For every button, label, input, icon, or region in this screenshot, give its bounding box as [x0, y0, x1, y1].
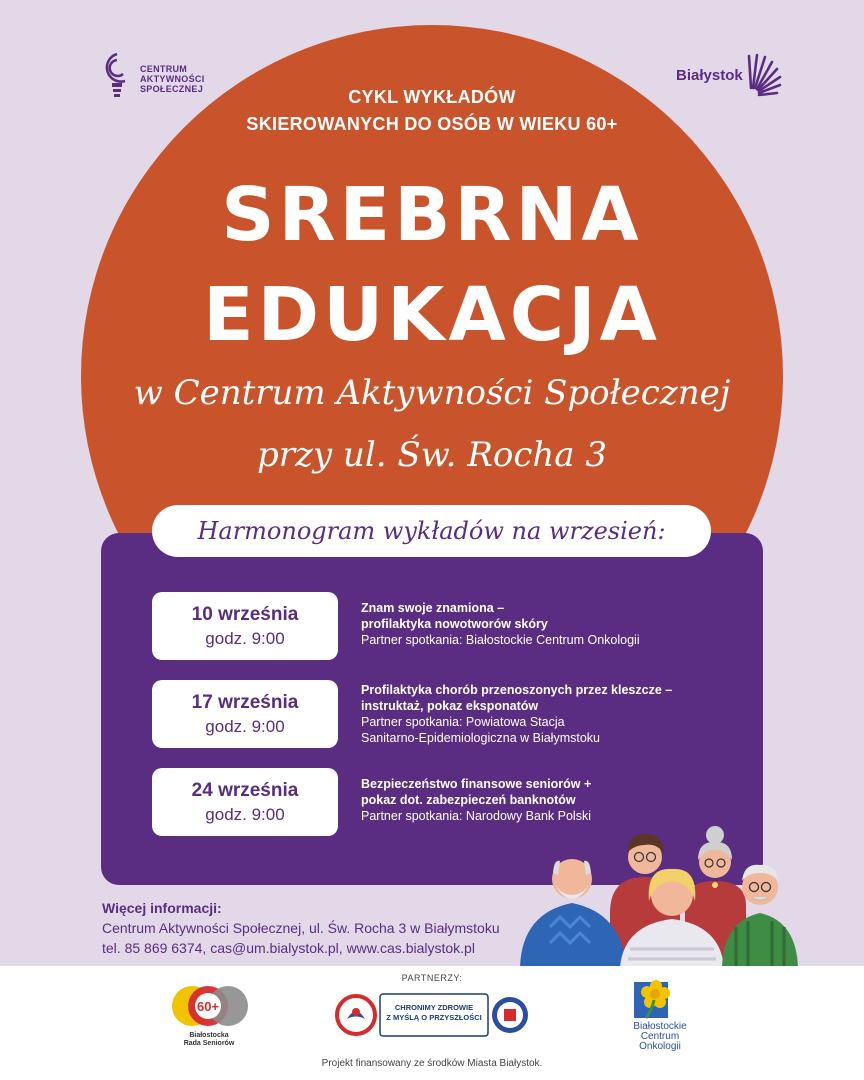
date-box-2 — [152, 680, 338, 748]
lecture-description-2 — [361, 682, 741, 746]
lecture-time: godz. 9:00 — [205, 629, 285, 648]
bco-line1: Białostockie — [633, 1021, 687, 1032]
lecture-date: 24 września — [191, 780, 299, 801]
bco-line2: Centrum — [640, 1031, 680, 1042]
contact-info-title: Więcej informacji: — [102, 900, 222, 916]
title-line1: SREBRNA — [221, 172, 643, 258]
poster-title — [0, 165, 864, 365]
cas-logo-line1: CENTRUM — [140, 64, 188, 74]
lecture-date: 17 września — [191, 692, 299, 713]
contact-info — [102, 898, 500, 958]
lecture-partner-line1: Partner spotkania: Narodowy Bank Polski — [361, 809, 591, 823]
lecture-title-line1: Profilaktyka chorób przenoszonych przez kleszcze – — [361, 683, 673, 697]
cas-logo-line2: AKTYWNOŚCI — [140, 74, 205, 84]
lecture-title-line1: Bezpieczeństwo finansowe seniorów + — [361, 777, 592, 791]
bialystok-logo-text: Białystok — [676, 66, 743, 84]
lecture-title-line2: instruktaż, pokaz eksponatów — [361, 699, 539, 713]
partners-label: PARTNERZY: — [401, 973, 463, 983]
seniors-illustration — [510, 815, 840, 967]
lecture-title-line1: Znam swoje znamiona – — [361, 601, 505, 615]
partners-footer — [0, 966, 864, 1080]
date-box-1 — [152, 592, 338, 660]
rada-badge-text: 60+ — [196, 999, 220, 1014]
venue-line1: w Centrum Aktywności Społecznej — [133, 373, 731, 413]
contact-phone-email: tel. 85 869 6374, cas@um.bialystok.pl, www.cas.bialystok.pl — [102, 940, 475, 956]
lecture-partner-line1: Partner spotkania: Białostockie Centrum Onkologii — [361, 633, 640, 647]
schedule-heading — [152, 505, 711, 557]
lecture-series-subtitle — [0, 84, 864, 138]
contact-address: Centrum Aktywności Społecznej, ul. Św. Rocha 3 w Białymstoku — [102, 920, 500, 936]
subtitle-line1: CYKL WYKŁADÓW — [348, 87, 516, 107]
rada-seniorow-icon — [168, 982, 258, 1030]
rada-seniorow-logo — [168, 982, 258, 1046]
schedule-heading-text: Harmonogram wykładów na wrzesień: — [197, 517, 666, 545]
rada-line1: Białostocka — [189, 1032, 229, 1039]
subtitle-line2: SKIEROWANYCH DO OSÓB W WIEKU 60+ — [246, 114, 618, 134]
lecture-partner-line2: Sanitarno-Epidemiologiczna w Białymstoku — [361, 731, 601, 745]
date-box-3 — [152, 768, 338, 836]
bco-line3: Onkologii — [639, 1041, 681, 1052]
lecture-time: godz. 9:00 — [205, 717, 285, 736]
venue-text — [0, 362, 864, 486]
venue-line2: przy ul. Św. Rocha 3 — [256, 435, 608, 475]
lecture-date: 10 września — [191, 604, 299, 625]
lecture-title-line2: profilaktyka nowotworów skóry — [361, 617, 548, 631]
chronimy-line1: CHRONIMY ZDROWIE — [394, 1003, 474, 1012]
rada-line2: Rada Seniorów — [183, 1040, 235, 1047]
lecture-description-1 — [361, 600, 741, 648]
chronimy-zdrowie-logo — [334, 990, 530, 1040]
cas-logo-line3: SPOŁECZNEJ — [140, 84, 204, 94]
lecture-partner-line1: Partner spotkania: Powiatowa Stacja — [361, 715, 565, 729]
chronimy-line2: Z MYŚLĄ O PRZYSZŁOŚCI — [386, 1013, 482, 1022]
bco-logo — [618, 976, 702, 1056]
daffodil-icon — [618, 976, 702, 1022]
lecture-title-line2: pokaz dot. zabezpieczeń banknotów — [361, 793, 576, 807]
lecture-time: godz. 9:00 — [205, 805, 285, 824]
funding-note: Projekt finansowany ze środków Miasta Białystok. — [321, 1058, 543, 1069]
title-line2: EDUKACJA — [203, 272, 661, 358]
